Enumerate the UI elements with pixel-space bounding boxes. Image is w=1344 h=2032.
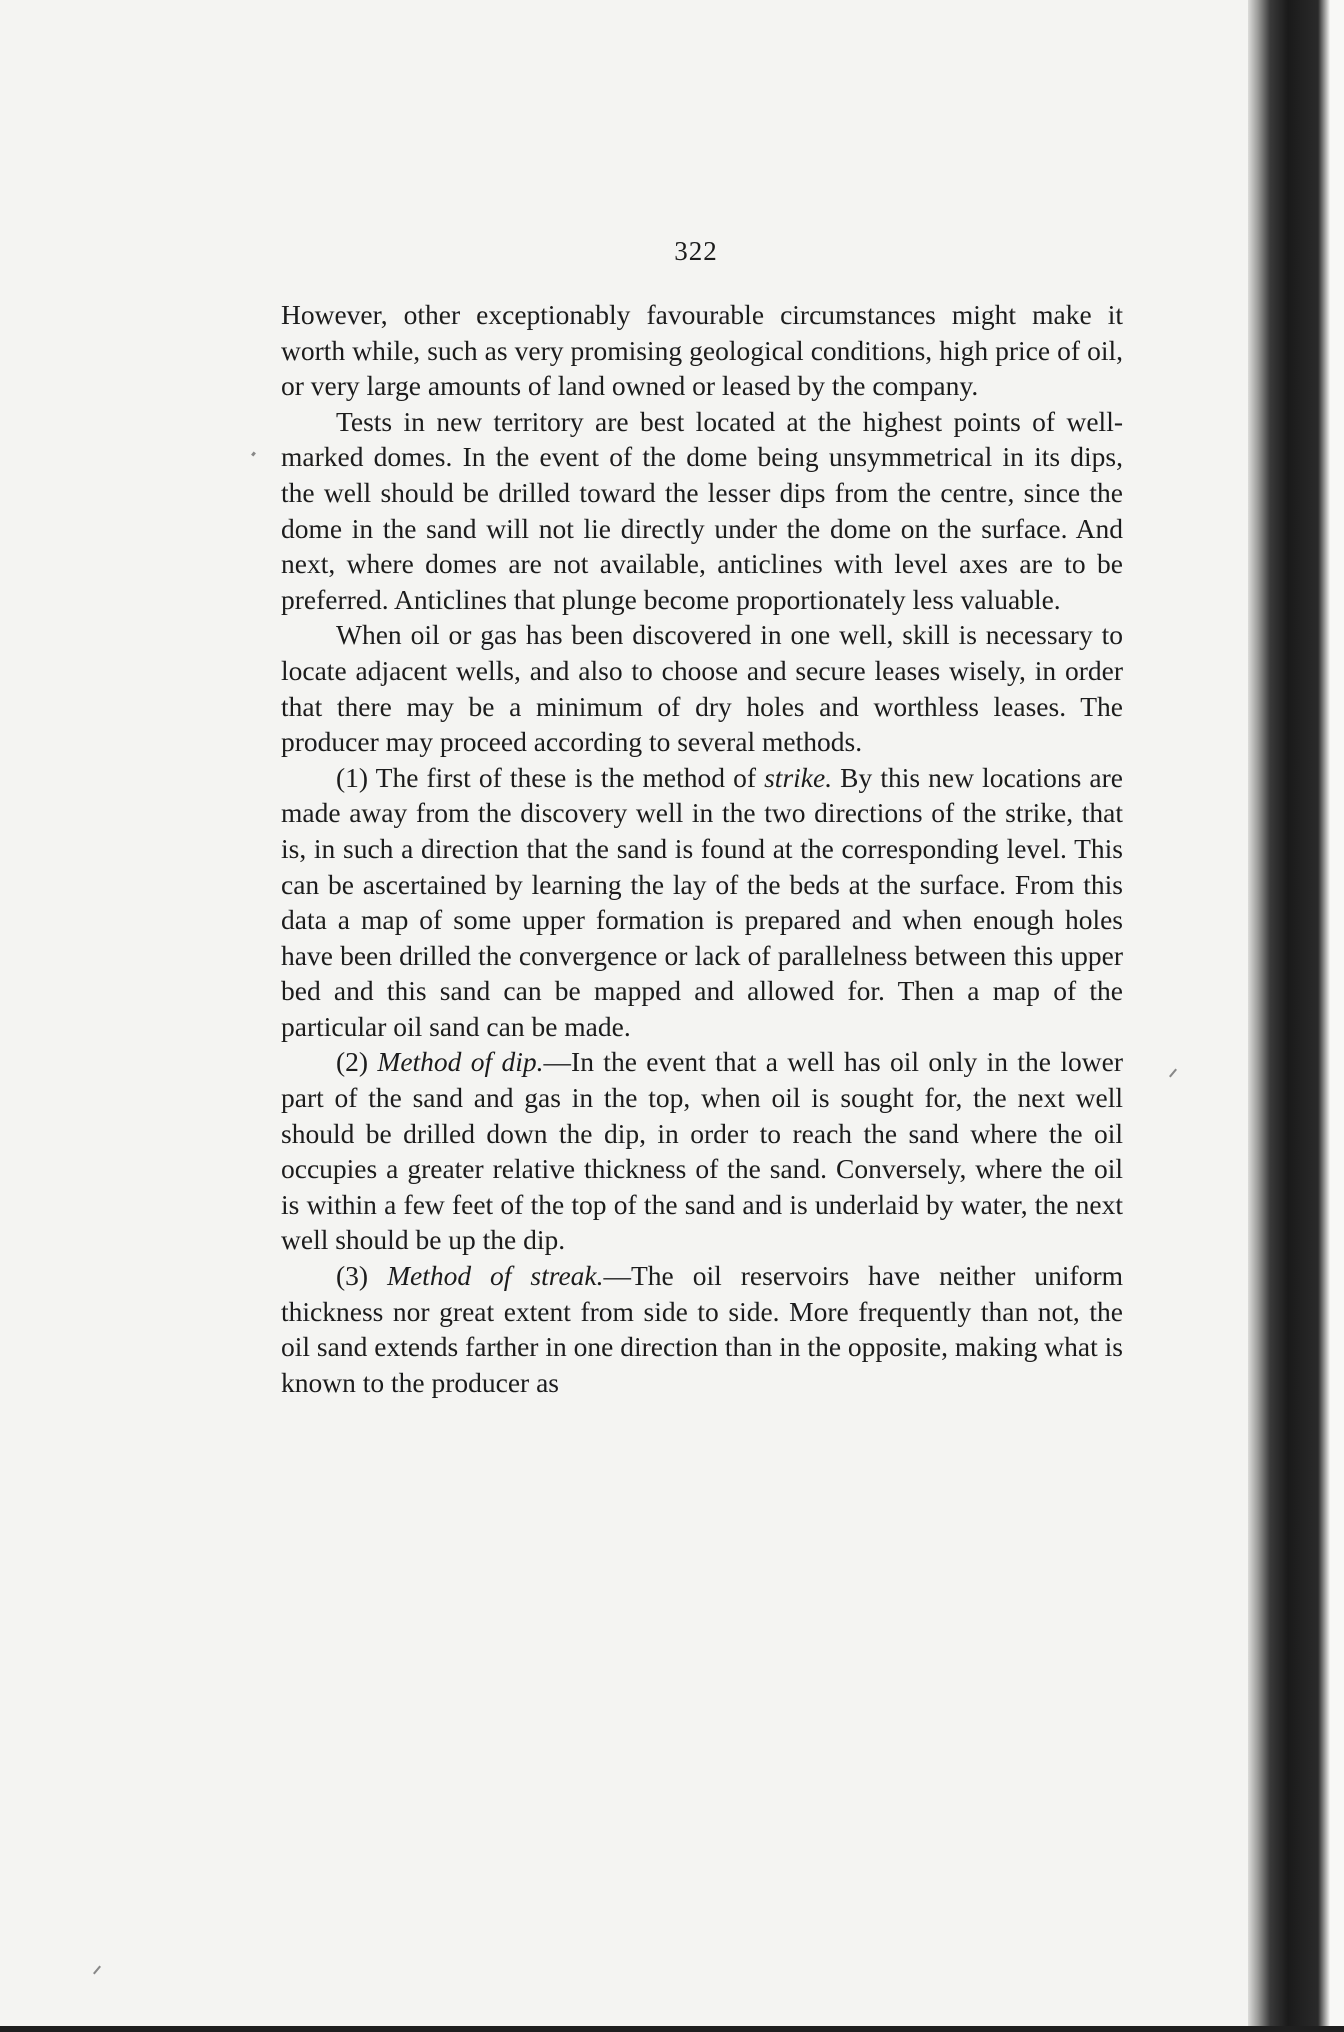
paragraph-3: When oil or gas has been discovered in one well, skill is necessary to locate adjacent wells, and also to choose and secure leases wisely, in order that there may be a minimum of dry holes and worthless leases. The producer may proceed according to several methods. xyxy=(281,619,1123,758)
paragraph-4-body: By this new locations are made away from the discovery well in the two directions of the strike, that is, in such a direction that the sand is found at the corresponding level. This can be ascertained by learning the lay of the beds at the surface. From this data a map of some upper formation is prepared and when enough holes have been drilled the convergence or lack of parallelness between this upper bed and this sand can be mapped and allowed for. Then a map of the particular oil sand can be made. xyxy=(281,761,1123,1042)
paragraph-6-lead: (3) xyxy=(336,1260,388,1292)
term-strike: strike. xyxy=(764,761,833,793)
scan-speck xyxy=(93,1966,101,1975)
term-method-of-streak: Method of streak. xyxy=(387,1260,604,1292)
paragraph-1: However, other exceptionably favourable circumstances might make it worth while, such as very promising geological conditions, high price of oil, or very large amounts of land owned or leased by the company. xyxy=(281,299,1123,402)
paragraph-6-body: —The oil reservoirs have neither uniform thickness nor great extent from side to side. More frequently than not, the oil sand extends farther in one direction than in the opposite, making what is known to the producer as xyxy=(281,1260,1123,1398)
term-method-of-dip: Method of dip. xyxy=(377,1046,544,1078)
paragraph-5-body: —In the event that a well has oil only in the lower part of the sand and gas in the top, when oil is sought for, the next well should be drilled down the dip, in order to reach the sand where the oil occupies a greater relative thickness of the sand. Conversely, where the oil is within a few feet of the top of the sand and is underlaid by water, the next well should be up the dip. xyxy=(281,1046,1123,1256)
scan-speck xyxy=(1169,1069,1177,1078)
scan-bottom-edge xyxy=(0,2026,1344,2032)
paragraph-4-strike xyxy=(281,760,1123,1045)
page-edge xyxy=(1330,0,1344,2032)
body-text xyxy=(281,297,1123,1400)
paragraph-5-lead: (2) xyxy=(336,1046,378,1078)
paragraph-6-streak xyxy=(281,1258,1123,1400)
paragraph-2: Tests in new territory are best located at the highest points of well-marked domes. In the event of the dome being unsymmetrical in its dips, the well should be drilled toward the lesser dips from the centre, since the dome in the sand will not lie directly under the dome on the surface. And next, where domes are not available, anticlines with level axes are to be preferred. Anticlines that plunge become proportionately less valuable. xyxy=(281,405,1123,615)
page-number: 322 xyxy=(674,236,718,266)
scan-speck xyxy=(251,452,256,457)
paragraph-5-dip xyxy=(281,1044,1123,1258)
paragraph-4-lead: (1) The first of these is the method of xyxy=(336,761,765,793)
